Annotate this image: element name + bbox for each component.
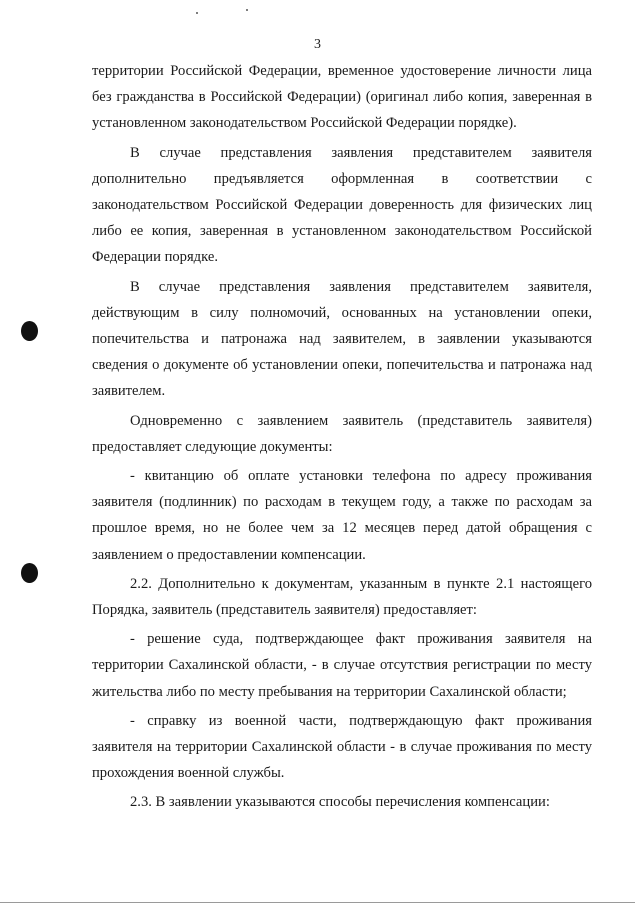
paragraph-2: В случае представления заявления представителем заявителя дополнительно предъявляется оформленная в соответствии с законодательством Российской Федерации доверенность для физических лиц либо ее копия, заверенная в установленном законодательством Российской Федерации порядке. bbox=[92, 144, 592, 266]
paragraph-4: Одновременно с заявлением заявитель (представитель заявителя) предоставляет следующие документы: bbox=[92, 412, 592, 455]
paragraph-9: 2.3. В заявлении указываются способы перечисления компенсации: bbox=[130, 794, 550, 811]
paragraph-7: - решение суда, подтверждающее факт проживания заявителя на территории Сахалинской области, - в случае отсутствия регистрации по месту жительства либо по месту пребывания на территории Сахалинской области; bbox=[92, 631, 592, 700]
scan-speck bbox=[246, 9, 248, 11]
document-body bbox=[92, 58, 592, 816]
page-number: 3 bbox=[314, 37, 321, 52]
scan-speck bbox=[196, 12, 198, 14]
punch-hole bbox=[21, 563, 38, 583]
paragraph-1: территории Российской Федерации, временное удостоверение личности лица без гражданства в Российской Федерации) (оригинал либо копия, заверенная в установленном законодательством Российской Федерации порядке). bbox=[92, 63, 592, 132]
punch-hole bbox=[21, 321, 38, 341]
scan-edge-line bbox=[0, 902, 635, 903]
paragraph-5: - квитанцию об оплате установки телефона по адресу проживания заявителя (подлинник) по расходам в текущем году, а также по расходам за прошлое время, но не более чем за 12 месяцев перед датой обращения с заявлением о предоставлении компенсации. bbox=[92, 468, 592, 563]
paragraph-3: В случае представления заявления представителем заявителя, действующим в силу полномочий, основанных на установлении опеки, попечительства и патронажа над заявителем, в заявлении указываются сведения о документе об установлении опеки, попечительства и патронажа над заявителем. bbox=[92, 278, 592, 400]
paragraph-6: 2.2. Дополнительно к документам, указанным в пункте 2.1 настоящего Порядка, заявитель (представитель заявителя) предоставляет: bbox=[92, 575, 592, 619]
paragraph-8: - справку из военной части, подтверждающую факт проживания заявителя на территории Сахалинской области - в случае проживания по месту прохождения военной службы. bbox=[92, 712, 592, 782]
